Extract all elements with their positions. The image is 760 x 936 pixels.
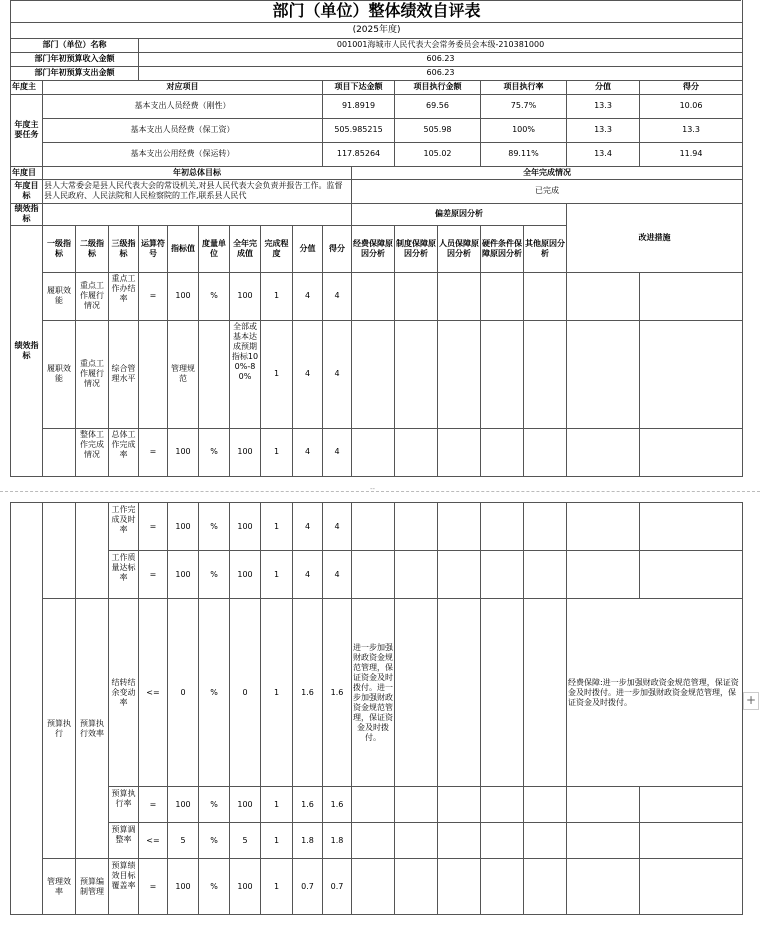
dept-name-value: 001001海城市人民代表大会常务委员会本级-210381000 — [139, 38, 743, 52]
op-cell: <= — [139, 599, 168, 787]
l3-cell: 工作完成及时率 — [111, 504, 136, 534]
l3-cell: 总体工作完成率 — [111, 430, 136, 459]
l1-cell: 履职效能 — [43, 272, 76, 320]
l3-cell: 工作质量达标率 — [111, 552, 136, 582]
task-got: 11.94 — [640, 142, 743, 166]
h-deg: 完成程度 — [261, 225, 293, 272]
val-cell: 100 — [168, 859, 199, 915]
full-cell: 100 — [230, 428, 261, 476]
full-cell: 全部或基本达成预期指标100%-80% — [231, 322, 259, 381]
col-got: 得分 — [640, 80, 743, 94]
got-cell: 4 — [323, 320, 352, 428]
task-got: 10.06 — [640, 94, 743, 118]
goal-complete-text: 已完成 — [352, 179, 743, 203]
goal-row-label: 年度目 — [11, 166, 43, 179]
sheet-page-1 — [10, 0, 741, 484]
page-break — [0, 485, 760, 501]
l2-cell: 整体工作完成情况 — [80, 430, 104, 459]
op-cell — [139, 320, 168, 428]
got-cell: 4 — [323, 503, 352, 551]
page-break-marker: -- — [370, 485, 376, 493]
income-label: 部门年初预算收入金额 — [11, 52, 139, 66]
val-cell: 100 — [168, 428, 199, 476]
h-d5: 其他原因分析 — [524, 225, 567, 272]
l1-cell: 管理效率 — [43, 859, 76, 915]
l2-cell: 预算编制管理 — [76, 859, 109, 915]
score-cell: 4 — [293, 428, 323, 476]
deg-cell: 1 — [261, 320, 293, 428]
score-cell: 1.6 — [293, 787, 323, 823]
deg-cell: 1 — [261, 503, 293, 551]
col-project: 对应项目 — [43, 80, 323, 94]
op-cell: = — [139, 551, 168, 599]
fund-reason-cell: 进一步加强财政资金规范管理，保证资金及时拨付。进一步加强财政资金规范管理，保证资金及时拨付。 — [352, 599, 395, 787]
sheet-page-2 — [10, 502, 741, 916]
score-cell: 4 — [293, 320, 323, 428]
score-cell: 4 — [293, 551, 323, 599]
h-got: 得分 — [323, 225, 352, 272]
evaluation-table-page-1 — [10, 0, 743, 477]
h-d4: 硬件条件保障原因分析 — [481, 225, 524, 272]
op-cell: = — [139, 428, 168, 476]
task-score: 13.3 — [567, 118, 640, 142]
op-cell: <= — [139, 823, 168, 859]
col-executed: 项目执行金额 — [395, 80, 481, 94]
h-d1: 经费保障原因分析 — [352, 225, 395, 272]
unit-cell: % — [199, 823, 230, 859]
report-year: (2025年度) — [11, 22, 743, 38]
perf-side-label: 绩效指标 — [11, 225, 43, 476]
val-cell: 100 — [168, 551, 199, 599]
goal-side-label: 年度目标 — [11, 179, 43, 203]
full-cell: 5 — [230, 823, 261, 859]
l3-cell: 预算绩效目标覆盖率 — [111, 860, 136, 890]
income-value: 606.23 — [139, 52, 743, 66]
got-cell: 1.6 — [323, 599, 352, 787]
unit-cell: % — [199, 551, 230, 599]
task-score: 13.3 — [567, 94, 640, 118]
h-l1: 一级指标 — [43, 225, 76, 272]
score-cell: 4 — [293, 503, 323, 551]
full-cell: 100 — [230, 272, 261, 320]
task-project: 基本支出人员经费（保工资） — [43, 118, 323, 142]
unit-cell — [199, 320, 230, 428]
val-cell: 0 — [168, 599, 199, 787]
goal-initial-text: 县人大常委会是县人民代表大会的常设机关,对县人民代表大会负责并报告工作。监督县人民政府、人民法院和人民检察院的工作,联系县人民代 — [44, 181, 343, 200]
l3-cell: 预算调整率 — [111, 824, 136, 844]
task-executed: 505.98 — [395, 118, 481, 142]
task-executed: 69.56 — [395, 94, 481, 118]
l2-cell: 重点工作履行情况 — [76, 320, 109, 428]
goal-initial-label: 年初总体目标 — [43, 166, 352, 179]
h-l2: 二级指标 — [76, 225, 109, 272]
h-d3: 人员保障原因分析 — [438, 225, 481, 272]
task-got: 13.3 — [640, 118, 743, 142]
score-cell: 1.6 — [293, 599, 323, 787]
h-unit: 度量单位 — [199, 225, 230, 272]
h-full: 全年完成值 — [230, 225, 261, 272]
unit-cell: % — [199, 599, 230, 787]
task-issued: 117.85264 — [323, 142, 395, 166]
task-issued: 91.8919 — [323, 94, 395, 118]
val-cell: 100 — [168, 503, 199, 551]
got-cell: 1.8 — [323, 823, 352, 859]
l3-cell: 结转结余变动率 — [109, 599, 139, 787]
task-rate: 75.7% — [481, 94, 567, 118]
page-title: 部门（单位）整体绩效自评表 — [11, 0, 743, 22]
deg-cell: 1 — [261, 599, 293, 787]
val-cell: 5 — [168, 823, 199, 859]
got-cell: 4 — [323, 551, 352, 599]
unit-cell: % — [199, 787, 230, 823]
full-cell: 100 — [230, 859, 261, 915]
l2-cell: 重点工作履行情况 — [76, 272, 109, 320]
val-cell: 100 — [168, 787, 199, 823]
op-cell: = — [139, 859, 168, 915]
dept-name-label: 部门（单位）名称 — [11, 38, 139, 52]
col-score: 分值 — [567, 80, 640, 94]
l1-cell: 履职效能 — [43, 320, 76, 428]
score-cell: 4 — [293, 272, 323, 320]
deviation-header: 偏差原因分析 — [352, 203, 567, 225]
expense-label: 部门年初预算支出金额 — [11, 66, 139, 80]
deg-cell: 1 — [261, 551, 293, 599]
evaluation-table-page-2 — [10, 502, 743, 915]
full-cell: 100 — [230, 551, 261, 599]
full-cell: 0 — [230, 599, 261, 787]
h-val: 指标值 — [168, 225, 199, 272]
unit-cell: % — [199, 272, 230, 320]
task-rate: 89.11% — [481, 142, 567, 166]
deg-cell: 1 — [261, 428, 293, 476]
l2-cell: 预算执行效率 — [76, 599, 109, 859]
l3-cell: 重点工作办结率 — [111, 274, 136, 303]
perf-label-top: 绩效指标 — [11, 203, 43, 225]
h-l3: 三级指标 — [109, 225, 139, 272]
task-side-label: 年度主要任务 — [11, 94, 43, 166]
l3-cell: 综合管理水平 — [109, 320, 139, 428]
got-cell: 0.7 — [323, 859, 352, 915]
full-cell: 100 — [230, 787, 261, 823]
improve-cell: 经费保障:进一步加强财政资金规范管理，保证资金及时拨付。进一步加强财政资金规范管理，保证资金及时拨付。 — [567, 599, 743, 787]
task-executed: 105.02 — [395, 142, 481, 166]
got-cell: 1.6 — [323, 787, 352, 823]
got-cell: 4 — [323, 272, 352, 320]
val-cell: 管理规范 — [168, 320, 199, 428]
deg-cell: 1 — [261, 859, 293, 915]
unit-cell: % — [199, 503, 230, 551]
task-project: 基本支出人员经费（刚性） — [43, 94, 323, 118]
add-button[interactable]: + — [743, 692, 759, 710]
l1-cell: 预算执行 — [43, 599, 76, 859]
l3-cell: 预算执行率 — [111, 788, 136, 808]
score-cell: 1.8 — [293, 823, 323, 859]
col-issued: 项目下达金额 — [323, 80, 395, 94]
goal-complete-label: 全年完成情况 — [352, 166, 743, 179]
op-cell: = — [139, 787, 168, 823]
improve-header: 改进措施 — [567, 203, 743, 272]
task-row-label: 年度主 — [11, 80, 43, 94]
unit-cell: % — [199, 859, 230, 915]
h-score: 分值 — [293, 225, 323, 272]
full-cell: 100 — [230, 503, 261, 551]
expense-value: 606.23 — [139, 66, 743, 80]
deg-cell: 1 — [261, 272, 293, 320]
h-op: 运算符号 — [139, 225, 168, 272]
h-d2: 制度保障原因分析 — [395, 225, 438, 272]
task-rate: 100% — [481, 118, 567, 142]
op-cell: = — [139, 503, 168, 551]
deg-cell: 1 — [261, 823, 293, 859]
got-cell: 4 — [323, 428, 352, 476]
score-cell: 0.7 — [293, 859, 323, 915]
task-project: 基本支出公用经费（保运转） — [43, 142, 323, 166]
op-cell: = — [139, 272, 168, 320]
val-cell: 100 — [168, 272, 199, 320]
col-rate: 项目执行率 — [481, 80, 567, 94]
task-score: 13.4 — [567, 142, 640, 166]
task-issued: 505.985215 — [323, 118, 395, 142]
unit-cell: % — [199, 428, 230, 476]
deg-cell: 1 — [261, 787, 293, 823]
